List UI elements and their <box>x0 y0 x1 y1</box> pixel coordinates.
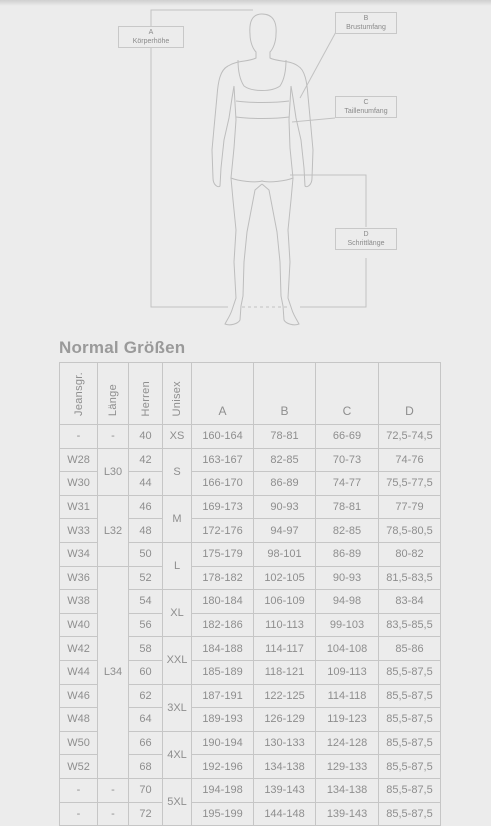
cell-herren: 70 <box>129 778 163 802</box>
cell-c: 119-123 <box>316 708 379 732</box>
cell-jeans: - <box>60 802 98 826</box>
cell-b: 98-101 <box>254 542 316 566</box>
cell-unisex: 5XL <box>163 778 192 825</box>
table-row <box>60 802 441 826</box>
table-row <box>60 566 441 590</box>
callout-letter: A <box>148 29 154 36</box>
cell-unisex: XL <box>163 590 192 637</box>
cell-a: 175-179 <box>192 542 254 566</box>
table-row <box>60 425 441 449</box>
header-laenge: Länge <box>98 363 129 425</box>
header-d: D <box>379 363 441 425</box>
cell-c: 94-98 <box>316 590 379 614</box>
callout-letter: D <box>363 231 369 238</box>
cell-d: 85,5-87,5 <box>379 731 441 755</box>
cell-b: 102-105 <box>254 566 316 590</box>
cell-herren: 58 <box>129 637 163 661</box>
cell-c: 139-143 <box>316 802 379 826</box>
cell-b: 139-143 <box>254 778 316 802</box>
cell-c: 104-108 <box>316 637 379 661</box>
header-c: C <box>316 363 379 425</box>
section-title: Normal Größen <box>59 338 186 357</box>
cell-herren: 54 <box>129 590 163 614</box>
cell-b: 118-121 <box>254 660 316 684</box>
cell-a: 187-191 <box>192 684 254 708</box>
cell-d: 85,5-87,5 <box>379 802 441 826</box>
cell-a: 194-198 <box>192 778 254 802</box>
cell-d: 77-79 <box>379 495 441 519</box>
cell-unisex: S <box>163 448 192 495</box>
cell-jeans: W40 <box>60 613 98 637</box>
cell-unisex: XXL <box>163 637 192 684</box>
cell-unisex: L <box>163 542 192 589</box>
cell-c: 134-138 <box>316 778 379 802</box>
callout-b-chest <box>335 12 397 34</box>
cell-laenge: - <box>98 802 129 826</box>
cell-c: 109-113 <box>316 660 379 684</box>
header-b: B <box>254 363 316 425</box>
cell-herren: 52 <box>129 566 163 590</box>
cell-jeans: W30 <box>60 472 98 496</box>
cell-b: 90-93 <box>254 495 316 519</box>
header-herren: Herren <box>129 363 163 425</box>
cell-a: 180-184 <box>192 590 254 614</box>
cell-b: 134-138 <box>254 755 316 779</box>
cell-d: 85,5-87,5 <box>379 660 441 684</box>
cell-jeans: W31 <box>60 495 98 519</box>
waist-pointer-line <box>292 118 335 122</box>
table-row <box>60 495 441 519</box>
callout-c-waist <box>335 96 397 118</box>
cell-laenge: - <box>98 425 129 449</box>
cell-d: 80-82 <box>379 542 441 566</box>
cell-herren: 50 <box>129 542 163 566</box>
cell-c: 124-128 <box>316 731 379 755</box>
cell-jeans: W36 <box>60 566 98 590</box>
callout-label: Brustumfang <box>346 24 386 31</box>
cell-herren: 62 <box>129 684 163 708</box>
cell-a: 178-182 <box>192 566 254 590</box>
cell-a: 190-194 <box>192 731 254 755</box>
chest-pointer-line <box>300 30 337 98</box>
cell-c: 78-81 <box>316 495 379 519</box>
cell-b: 86-89 <box>254 472 316 496</box>
cell-jeans: W44 <box>60 660 98 684</box>
inseam-bracket-line <box>290 175 366 227</box>
cell-herren: 60 <box>129 660 163 684</box>
cell-a: 195-199 <box>192 802 254 826</box>
cell-b: 106-109 <box>254 590 316 614</box>
cell-herren: 44 <box>129 472 163 496</box>
cell-a: 172-176 <box>192 519 254 543</box>
cell-jeans: W46 <box>60 684 98 708</box>
cell-jeans: - <box>60 778 98 802</box>
cell-c: 70-73 <box>316 448 379 472</box>
cell-herren: 40 <box>129 425 163 449</box>
cell-a: 160-164 <box>192 425 254 449</box>
cell-a: 189-193 <box>192 708 254 732</box>
cell-a: 184-188 <box>192 637 254 661</box>
cell-c: 129-133 <box>316 755 379 779</box>
cell-unisex: 3XL <box>163 684 192 731</box>
cell-b: 126-129 <box>254 708 316 732</box>
cell-b: 78-81 <box>254 425 316 449</box>
cell-d: 85-86 <box>379 637 441 661</box>
callout-label: Körperhöhe <box>132 38 170 45</box>
cell-d: 85,5-87,5 <box>379 708 441 732</box>
cell-laenge: L32 <box>98 495 129 566</box>
cell-d: 83,5-85,5 <box>379 613 441 637</box>
cell-herren: 72 <box>129 802 163 826</box>
cell-d: 74-76 <box>379 448 441 472</box>
cell-a: 166-170 <box>192 472 254 496</box>
cell-d: 75,5-77,5 <box>379 472 441 496</box>
cell-laenge: L34 <box>98 566 129 778</box>
cell-d: 85,5-87,5 <box>379 778 441 802</box>
cell-d: 72,5-74,5 <box>379 425 441 449</box>
cell-jeans: W52 <box>60 755 98 779</box>
cell-c: 74-77 <box>316 472 379 496</box>
cell-b: 144-148 <box>254 802 316 826</box>
table-row <box>60 778 441 802</box>
cell-b: 114-117 <box>254 637 316 661</box>
callout-letter: C <box>363 99 369 106</box>
cell-c: 86-89 <box>316 542 379 566</box>
cell-herren: 42 <box>129 448 163 472</box>
cell-b: 94-97 <box>254 519 316 543</box>
cell-laenge: L30 <box>98 448 129 495</box>
cell-jeans: W34 <box>60 542 98 566</box>
cell-a: 185-189 <box>192 660 254 684</box>
cell-a: 182-186 <box>192 613 254 637</box>
callout-label: Taillenumfang <box>344 108 388 115</box>
cell-jeans: W28 <box>60 448 98 472</box>
cell-jeans: - <box>60 425 98 449</box>
callout-label: Schrittlänge <box>347 240 385 247</box>
cell-jeans: W38 <box>60 590 98 614</box>
cell-a: 192-196 <box>192 755 254 779</box>
cell-jeans: W48 <box>60 708 98 732</box>
height-bracket-line <box>151 10 253 307</box>
cell-a: 163-167 <box>192 448 254 472</box>
body-measurement-diagram <box>0 0 491 340</box>
cell-c: 90-93 <box>316 566 379 590</box>
cell-c: 82-85 <box>316 519 379 543</box>
cell-b: 130-133 <box>254 731 316 755</box>
cell-d: 85,5-87,5 <box>379 755 441 779</box>
cell-unisex: M <box>163 495 192 542</box>
cell-b: 110-113 <box>254 613 316 637</box>
cell-unisex: 4XL <box>163 731 192 778</box>
cell-b: 122-125 <box>254 684 316 708</box>
cell-herren: 46 <box>129 495 163 519</box>
size-table <box>59 362 441 826</box>
cell-c: 99-103 <box>316 613 379 637</box>
table-row <box>60 448 441 472</box>
header-a: A <box>192 363 254 425</box>
cell-b: 82-85 <box>254 448 316 472</box>
header-unisex: Unisex <box>163 363 192 425</box>
cell-jeans: W33 <box>60 519 98 543</box>
cell-d: 81,5-83,5 <box>379 566 441 590</box>
callout-letter: B <box>363 15 369 22</box>
cell-herren: 48 <box>129 519 163 543</box>
cell-jeans: W42 <box>60 637 98 661</box>
cell-laenge: - <box>98 778 129 802</box>
cell-c: 66-69 <box>316 425 379 449</box>
cell-herren: 64 <box>129 708 163 732</box>
cell-herren: 66 <box>129 731 163 755</box>
human-figure-outline <box>212 14 313 325</box>
table-header-row <box>60 363 441 425</box>
cell-d: 78,5-80,5 <box>379 519 441 543</box>
cell-herren: 56 <box>129 613 163 637</box>
cell-d: 83-84 <box>379 590 441 614</box>
cell-d: 85,5-87,5 <box>379 684 441 708</box>
cell-herren: 68 <box>129 755 163 779</box>
callout-a-height <box>118 26 184 48</box>
header-jeansgr: Jeansgr. <box>60 363 98 425</box>
cell-unisex: XS <box>163 425 192 449</box>
cell-a: 169-173 <box>192 495 254 519</box>
cell-c: 114-118 <box>316 684 379 708</box>
cell-jeans: W50 <box>60 731 98 755</box>
callout-d-inseam <box>335 228 397 250</box>
